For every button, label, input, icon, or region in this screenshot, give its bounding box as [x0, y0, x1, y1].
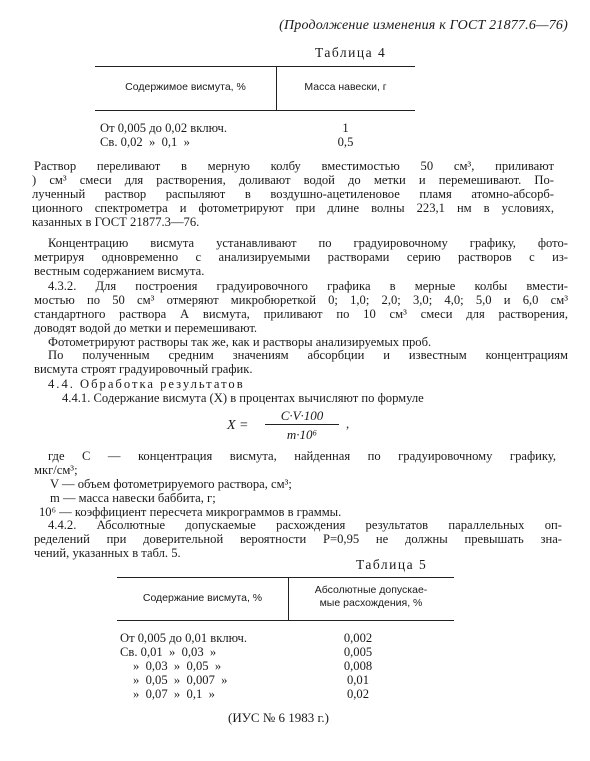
table5-row-2-content: Св. 0,01 » 0,03 »	[120, 645, 217, 659]
section-title: 4.4. Обработка результатов	[48, 377, 245, 391]
where-line-coefficient: 10⁶ — коэффициент пересчета микрограммов в граммы.	[39, 505, 342, 519]
paragraph-photometry: Фотометрируют растворы так же, как и растворы анализируемых проб.	[48, 335, 432, 349]
paragraph-concentration	[34, 237, 568, 279]
formula-denominator: m·10⁶	[286, 427, 318, 442]
formula-lhs: X =	[227, 418, 249, 433]
table5-header-tolerance-line2: мые расхождения, %	[319, 597, 423, 609]
text-line: 4.3.2. Для построения градуировочного графика в мерные колбы вмести-	[48, 279, 568, 293]
table4-row-1-content: От 0,005 до 0,02 включ.	[100, 121, 228, 135]
table4-row-2-mass: 0,5	[337, 135, 354, 149]
text-line: По полученным средним значениям абсорбции и известным концентрациям	[48, 348, 568, 362]
table4-row-2-content: Св. 0,02 » 0,1 »	[100, 135, 190, 149]
where-line-v: V — объем фотометрируемого раствора, см³;	[50, 477, 292, 491]
paragraph-calibration	[34, 280, 568, 336]
table5-header-rule	[117, 620, 454, 621]
text-line: стандартного раствора А висмута, приливают по 10 см³ смеси для растворения,	[34, 306, 568, 321]
table5-row-1-content: От 0,005 до 0,01 включ.	[120, 631, 248, 645]
text-line: Концентрацию висмута устанавливают по градуировочному графику, фото-	[48, 236, 568, 250]
where-line-c: где C — концентрация висмута, найденная по градуировочному графику,	[48, 449, 556, 463]
table4-row-1-mass: 1	[342, 121, 349, 135]
text-line: ) см³ смеси для растворения, доливают водой до метки и перемешивают. По-	[32, 172, 554, 187]
table5-row-4-content: » 0,05 » 0,007 »	[133, 673, 228, 687]
text-line: ционного спектрометра и фотометрируют при длине волны 223,1 нм в условиях,	[32, 200, 554, 215]
formula-numerator: C·V·100	[280, 408, 324, 423]
text-line: 4.4.2. Абсолютные допускаемые расхождения результатов параллельных оп-	[48, 518, 562, 532]
table4-top-rule	[95, 66, 415, 67]
formula-fraction-bar	[265, 424, 339, 425]
text-line: Раствор переливают в мерную колбу вместимостью 50 см³, приливают	[34, 159, 554, 173]
text-line: лученный раствор распыляют в воздушно-ацетиленовое пламя атомно-абсорб-	[32, 186, 554, 201]
table5-row-3-content: » 0,03 » 0,05 »	[133, 659, 222, 673]
text-line: вестным содержанием висмута.	[34, 263, 205, 278]
table4-header-content: Содержимое висмута, %	[125, 81, 246, 93]
text-line: висмута строят градуировочный график.	[34, 361, 253, 376]
where-line-unit: мкг/см³;	[34, 463, 78, 477]
table5-row-1-tolerance: 0,002	[343, 631, 373, 645]
table5-top-rule	[117, 577, 454, 578]
page-header: (Продолжение изменения к ГОСТ 21877.6—76)	[279, 18, 568, 33]
text-line: чений, указанных в табл. 5.	[34, 545, 181, 560]
paragraph-solution	[32, 160, 554, 230]
table4-header-mass: Масса навески, г	[304, 81, 387, 93]
text-line: казанных в ГОСТ 21877.3—76.	[32, 214, 200, 229]
text-line: метрируя одновременно с анализируемыми растворами серию растворов с из-	[34, 249, 568, 264]
table5-caption: Таблица 5	[356, 557, 428, 572]
paragraph-tolerances	[34, 519, 562, 561]
table5-row-4-tolerance: 0,01	[346, 673, 370, 687]
formula-comma: ,	[346, 417, 350, 431]
paragraph-formula-intro: 4.4.1. Содержание висмута (X) в процентах вычисляют по формуле	[62, 391, 424, 405]
table4-caption: Таблица 4	[315, 45, 387, 60]
table5-row-5-tolerance: 0,02	[346, 687, 370, 701]
text-line: ределений при доверительной вероятности P=0,95 не должны превышать зна-	[34, 531, 562, 546]
table5-row-2-tolerance: 0,005	[343, 645, 373, 659]
where-line-m: m — масса навески баббита, г;	[50, 491, 216, 505]
text-line: доводят водой до метки и перемешивают.	[34, 320, 258, 335]
table5-header-content: Содержание висмута, %	[142, 592, 263, 604]
table5-row-3-tolerance: 0,008	[343, 659, 373, 673]
table4-header-rule	[95, 110, 415, 111]
text-line: мостью по 50 см³ отмеряют микробюреткой 0; 1,0; 2,0; 3,0; 4,0; 5,0 и 6,0 см³	[34, 292, 568, 307]
table5-header-tolerance-line1: Абсолютные допускае-	[314, 584, 428, 596]
table5-row-5-content: » 0,07 » 0,1 »	[133, 687, 215, 701]
paragraph-graph	[34, 349, 568, 377]
footer-source: (ИУС № 6 1983 г.)	[228, 710, 329, 725]
